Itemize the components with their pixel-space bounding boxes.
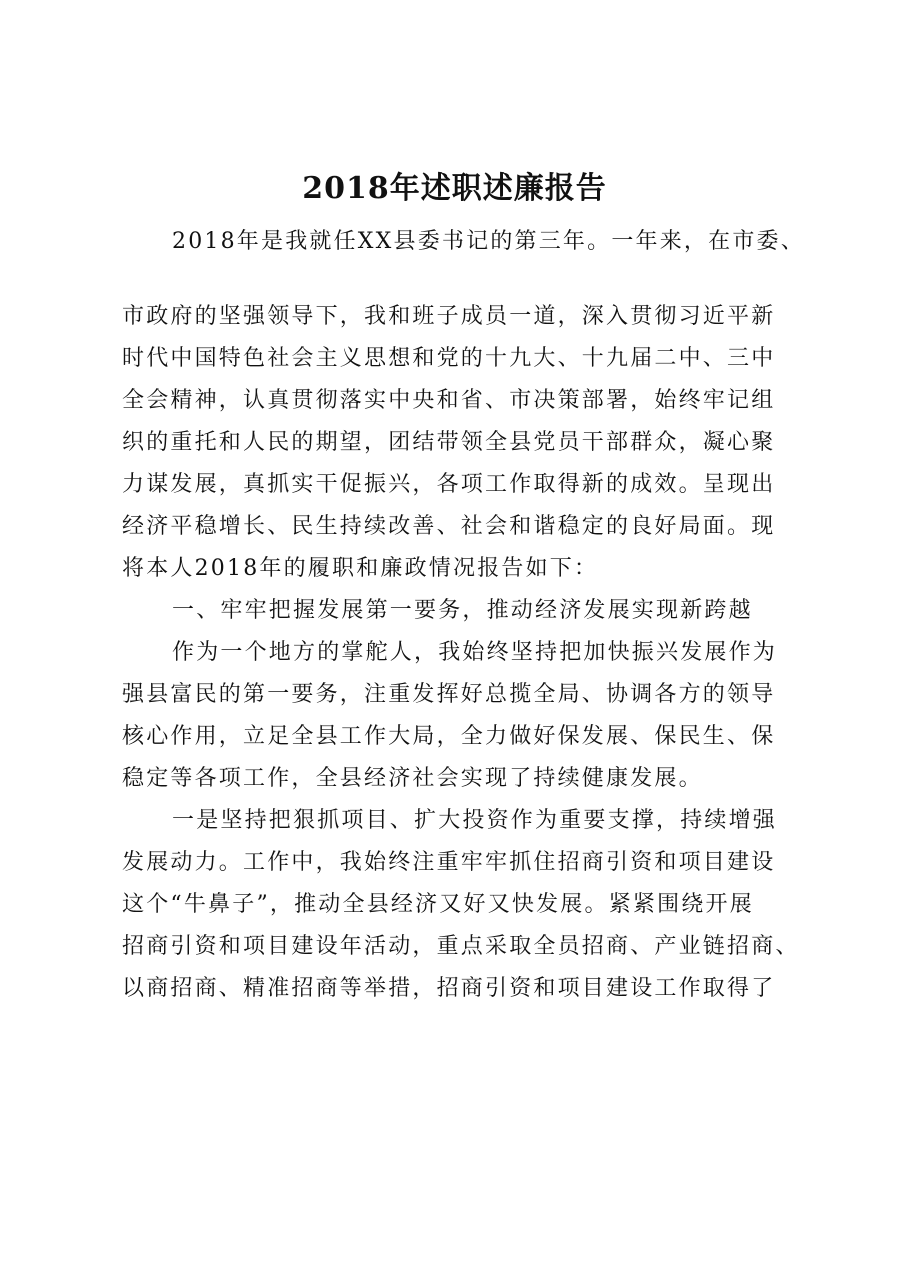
paragraph-line: 时代中国特色社会主义思想和党的十九大、十九届二中、三中 bbox=[122, 346, 776, 371]
paragraph-line: 以商招商、精准招商等举措，招商引资和项目建设工作取得了 bbox=[122, 976, 776, 1001]
paragraph-line: 核心作用，立足全县工作大局，全力做好保发展、保民生、保 bbox=[122, 724, 776, 749]
paragraph-line: 市政府的坚强领导下，我和班子成员一道，深入贯彻习近平新 bbox=[122, 304, 776, 329]
paragraph-line: 这个“牛鼻子”，推动全县经济又好又快发展。紧紧围绕开展 bbox=[122, 892, 754, 917]
paragraph-line: 稳定等各项工作，全县经济社会实现了持续健康发展。 bbox=[122, 766, 703, 791]
paragraph-line: 经济平稳增长、民生持续改善、社会和谐稳定的良好局面。现 bbox=[122, 514, 776, 539]
paragraph-line: 发展动力。工作中，我始终注重牢牢抓住招商引资和项目建设 bbox=[122, 850, 776, 875]
paragraph-line: 将本人2018年的履职和廉政情况报告如下： bbox=[122, 556, 599, 581]
section-heading: 一、牢牢把握发展第一要务，推动经济发展实现新跨越 bbox=[172, 598, 753, 623]
paragraph-line: 全会精神，认真贯彻落实中央和省、市决策部署，始终牢记组 bbox=[122, 388, 776, 413]
paragraph-line: 2018年是我就任XX县委书记的第三年。一年来，在市委、 bbox=[172, 229, 805, 254]
document-title: 2018年述职述廉报告 bbox=[302, 171, 607, 206]
paragraph-line: 作为一个地方的掌舵人，我始终坚持把加快振兴发展作为 bbox=[172, 640, 778, 665]
paragraph-line: 织的重托和人民的期望，团结带领全县党员干部群众，凝心聚 bbox=[122, 430, 776, 455]
paragraph-line: 招商引资和项目建设年活动，重点采取全员招商、产业链招商、 bbox=[122, 934, 800, 959]
paragraph-line: 强县富民的第一要务，注重发挥好总揽全局、协调各方的领导 bbox=[122, 682, 776, 707]
paragraph-line: 力谋发展，真抓实干促振兴，各项工作取得新的成效。呈现出 bbox=[122, 472, 776, 497]
paragraph-line: 一是坚持把狠抓项目、扩大投资作为重要支撑，持续增强 bbox=[172, 808, 778, 833]
